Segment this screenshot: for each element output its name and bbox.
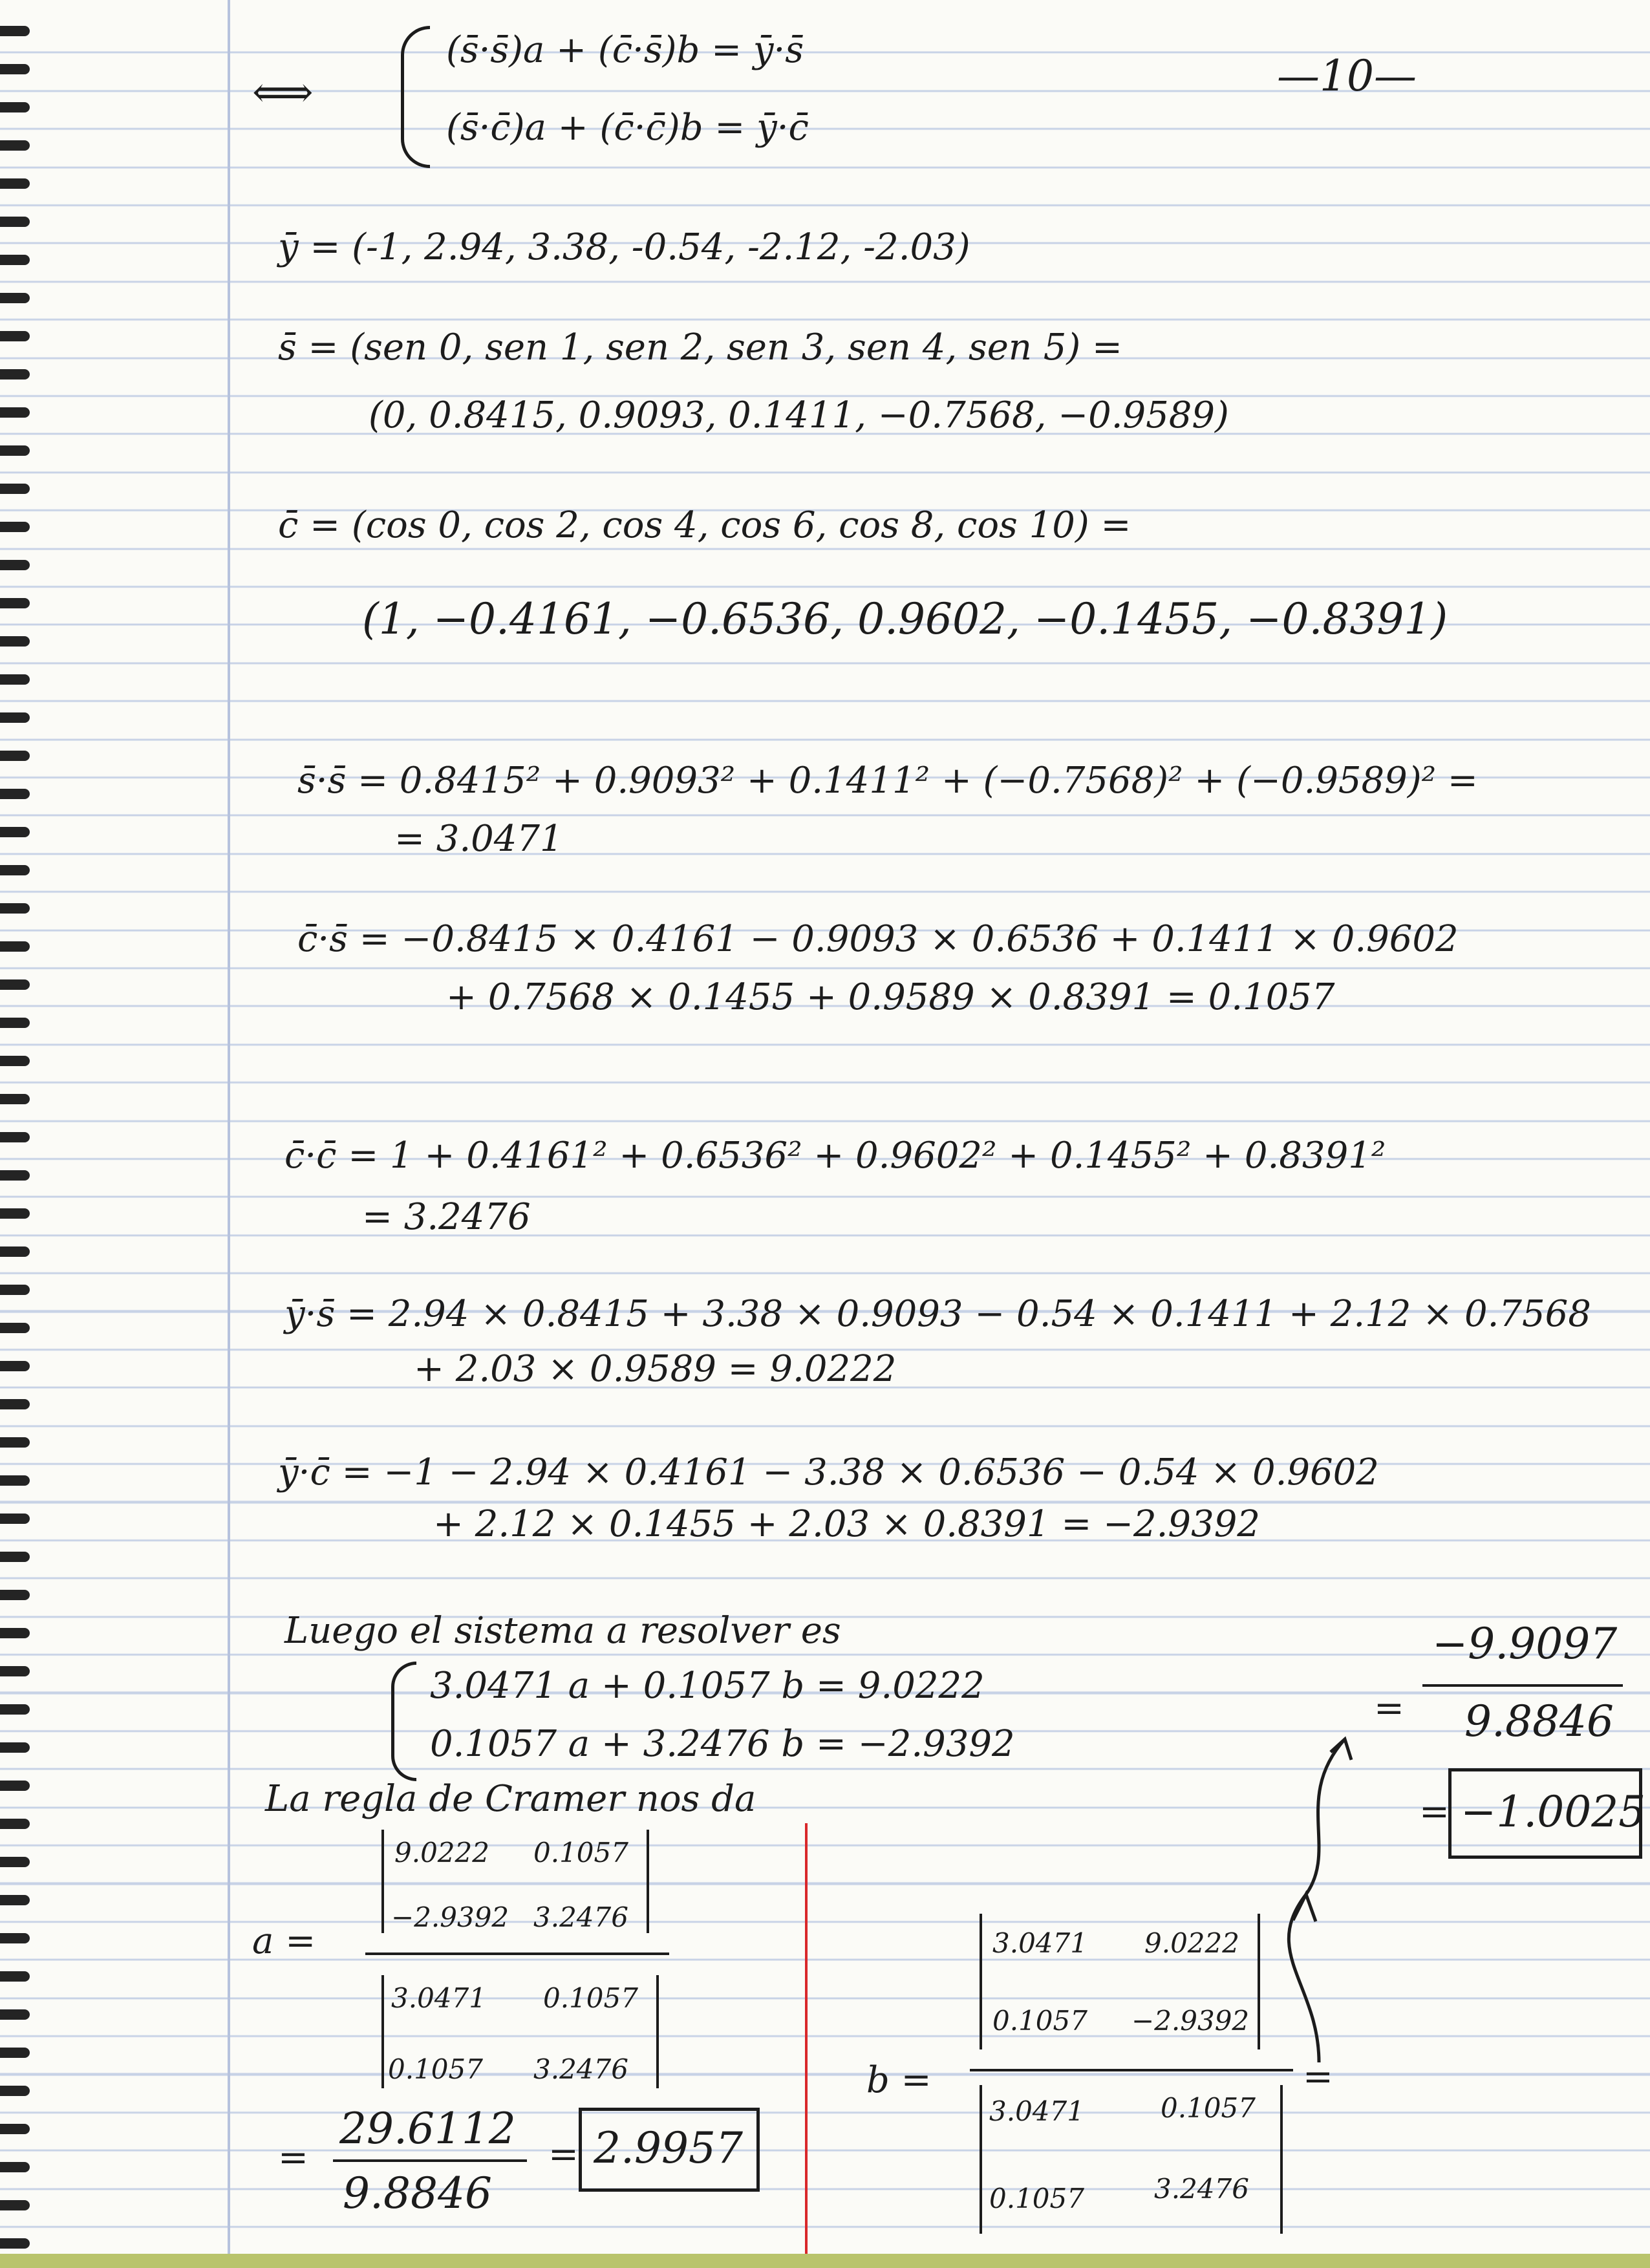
a-den-bar-left [381, 1975, 384, 2088]
cc-line-2: = 3.2476 [362, 1196, 531, 1238]
red-divider [805, 1823, 808, 2268]
binding-hole [0, 1742, 30, 1753]
b-label: b = [866, 2059, 932, 2101]
binding-hole [0, 407, 30, 418]
b-result-equals: = [1419, 1791, 1450, 1833]
arrow-icon [1248, 1681, 1416, 2069]
page-bottom-edge [0, 2254, 1650, 2268]
b-fraction-equals: = [1374, 1687, 1404, 1729]
binding-hole [0, 484, 30, 494]
binding-hole [0, 1781, 30, 1791]
binding-hole [0, 1132, 30, 1142]
binding-hole [0, 445, 30, 456]
b-num-bar-left [980, 1914, 982, 2049]
binding-hole [0, 1475, 30, 1486]
a-result-box [579, 2108, 760, 2192]
binding-hole [0, 1895, 30, 1905]
a-den-cell: 3.0471 [391, 1982, 486, 2014]
binding-hole [0, 1018, 30, 1028]
b-den-bar-right [1280, 2085, 1283, 2234]
binding-hole [0, 1361, 30, 1371]
binding-hole [0, 255, 30, 265]
binding-hole [0, 1628, 30, 1638]
ss-line-1: s̄·s̄ = 0.8415² + 0.9093² + 0.1411² + (−0.7568)² + (−0.9589)² = [297, 760, 1478, 802]
binding-hole [0, 1399, 30, 1409]
yc-line-2: + 2.12 × 0.1455 + 2.03 × 0.8391 = −2.9392 [433, 1503, 1260, 1545]
binding-hole [0, 102, 30, 112]
b-den-cell: 0.1057 [1161, 2092, 1256, 2124]
binding-hole [0, 979, 30, 990]
binding-hole [0, 827, 30, 837]
cramer-text: La regla de Cramer nos da [265, 1778, 756, 1820]
a-den-bar-right [656, 1975, 659, 2088]
binding-hole [0, 2162, 30, 2172]
a-num-cell: 3.2476 [533, 1901, 628, 1933]
binding-hole [0, 1208, 30, 1219]
a-fraction-numerator: 29.6112 [339, 2104, 516, 2154]
binding-hole [0, 903, 30, 914]
binding-hole [0, 2048, 30, 2058]
a-fraction-denominator: 9.8846 [343, 2168, 492, 2218]
binding-hole [0, 64, 30, 74]
b-den-bar-left [980, 2085, 982, 2234]
b-result-box [1448, 1768, 1646, 1859]
ys-line-2: + 2.03 × 0.9589 = 9.0222 [414, 1348, 897, 1390]
final-system-brace [391, 1662, 416, 1781]
binding-hole [0, 2238, 30, 2249]
equivalence-symbol: ⟺ [252, 67, 314, 117]
b-den-cell: 3.2476 [1154, 2173, 1249, 2205]
binding-hole [0, 522, 30, 532]
binding-hole [0, 369, 30, 380]
yc-line-1: ȳ·c̄ = −1 − 2.94 × 0.4161 − 3.38 × 0.6536 − 0.54 × 0.9602 [278, 1451, 1379, 1493]
binding-hole [0, 1590, 30, 1600]
b-den-cell: 3.0471 [989, 2095, 1084, 2127]
b-equals: = [1303, 2056, 1333, 2098]
b-num-cell: −2.9392 [1131, 2005, 1250, 2037]
binding-hole [0, 178, 30, 189]
binding-hole [0, 789, 30, 799]
binding-hole [0, 26, 30, 36]
a-num-cell: −2.9392 [391, 1901, 509, 1933]
binding-hole [0, 1552, 30, 1562]
binding-hole [0, 1857, 30, 1867]
final-system-row-1: 3.0471 a + 0.1057 b = 9.0222 [430, 1665, 985, 1707]
binding-hole [0, 751, 30, 761]
binding-hole [0, 1933, 30, 1943]
page-number: —10— [1277, 51, 1417, 101]
a-fraction-bar-2 [333, 2159, 527, 2162]
binding-hole [0, 674, 30, 685]
a-result: 2.9957 [594, 2123, 743, 2173]
binding-hole [0, 1971, 30, 1982]
binding-hole [0, 1094, 30, 1104]
binding-hole [0, 1437, 30, 1448]
binding-hole [0, 1056, 30, 1066]
b-num-cell: 0.1057 [992, 2005, 1088, 2037]
binding-hole [0, 1666, 30, 1676]
a-num-bar-right [647, 1830, 649, 1933]
a-label: a = [252, 1920, 316, 1962]
vector-y: ȳ = (-1, 2.94, 3.38, -0.54, -2.12, -2.03) [278, 226, 970, 268]
system-intro: Luego el sistema a resolver es [284, 1610, 841, 1652]
cs-line-2: + 0.7568 × 0.1455 + 0.9589 × 0.8391 = 0.1057 [446, 976, 1335, 1018]
b-num-cell: 9.0222 [1144, 1927, 1239, 1959]
ss-line-2: = 3.0471 [394, 818, 563, 860]
cs-line-1: c̄·s̄ = −0.8415 × 0.4161 − 0.9093 × 0.6536 + 0.1411 × 0.9602 [297, 918, 1459, 960]
a-num-bar-left [381, 1830, 384, 1933]
binding-hole [0, 2200, 30, 2210]
ys-line-1: ȳ·s̄ = 2.94 × 0.8415 + 3.38 × 0.9093 − 0.54 × 0.1411 + 2.12 × 0.7568 [284, 1293, 1591, 1335]
cc-line-1: c̄·c̄ = 1 + 0.4161² + 0.6536² + 0.9602² + 0.1455² + 0.8391² [284, 1135, 1386, 1177]
vector-c-definition: c̄ = (cos 0, cos 2, cos 4, cos 6, cos 8, cos 10) = [278, 504, 1131, 546]
binding-hole [0, 636, 30, 647]
a-fraction-bar [365, 1952, 669, 1955]
binding-hole [0, 1514, 30, 1524]
b-fraction-bar [970, 2069, 1293, 2071]
a-equals: = [278, 2137, 308, 2179]
binding-hole [0, 560, 30, 570]
a-den-cell: 0.1057 [388, 2053, 483, 2085]
system-brace [401, 26, 430, 168]
final-system-row-2: 0.1057 a + 3.2476 b = −2.9392 [430, 1723, 1015, 1765]
a-den-cell: 3.2476 [533, 2053, 628, 2085]
binding-hole [0, 2086, 30, 2096]
binding-hole [0, 1170, 30, 1181]
binding-hole [0, 217, 30, 227]
binding-hole [0, 598, 30, 608]
vector-c-values: (1, −0.4161, −0.6536, 0.9602, −0.1455, −0.8391) [362, 594, 1448, 644]
binding-hole [0, 712, 30, 723]
binding-hole [0, 331, 30, 341]
binding-hole [0, 1246, 30, 1257]
binding-hole [0, 865, 30, 875]
binding-hole [0, 140, 30, 151]
b-result: −1.0025 [1461, 1787, 1646, 1837]
binding-hole [0, 1704, 30, 1715]
b-den-cell: 0.1057 [989, 2183, 1084, 2214]
binding-hole [0, 2009, 30, 2020]
binding-hole [0, 1819, 30, 1829]
vector-s-definition: s̄ = (sen 0, sen 1, sen 2, sen 3, sen 4, sen 5) = [278, 326, 1122, 369]
a-den-cell: 0.1057 [543, 1982, 638, 2014]
a-result-equals: = [548, 2134, 579, 2176]
b-num-cell: 3.0471 [992, 1927, 1088, 1959]
binding-hole [0, 1323, 30, 1333]
binding-hole [0, 1285, 30, 1295]
b-fraction-denominator: 9.8846 [1464, 1696, 1614, 1746]
vector-s-values: (0, 0.8415, 0.9093, 0.1411, −0.7568, −0.9589) [369, 394, 1229, 436]
binding-hole [0, 941, 30, 952]
margin-line [228, 0, 230, 2268]
a-num-cell: 9.0222 [394, 1837, 489, 1868]
binding-hole [0, 293, 30, 303]
b-fraction-numerator: −9.9097 [1432, 1619, 1618, 1669]
binding-hole [0, 2124, 30, 2134]
system-row-2: (s̄·c̄)a + (c̄·c̄)b = ȳ·c̄ [446, 107, 809, 149]
b-fraction-bar-2 [1422, 1684, 1623, 1687]
system-row-1: (s̄·s̄)a + (c̄·s̄)b = ȳ·s̄ [446, 29, 804, 71]
a-num-cell: 0.1057 [533, 1837, 628, 1868]
